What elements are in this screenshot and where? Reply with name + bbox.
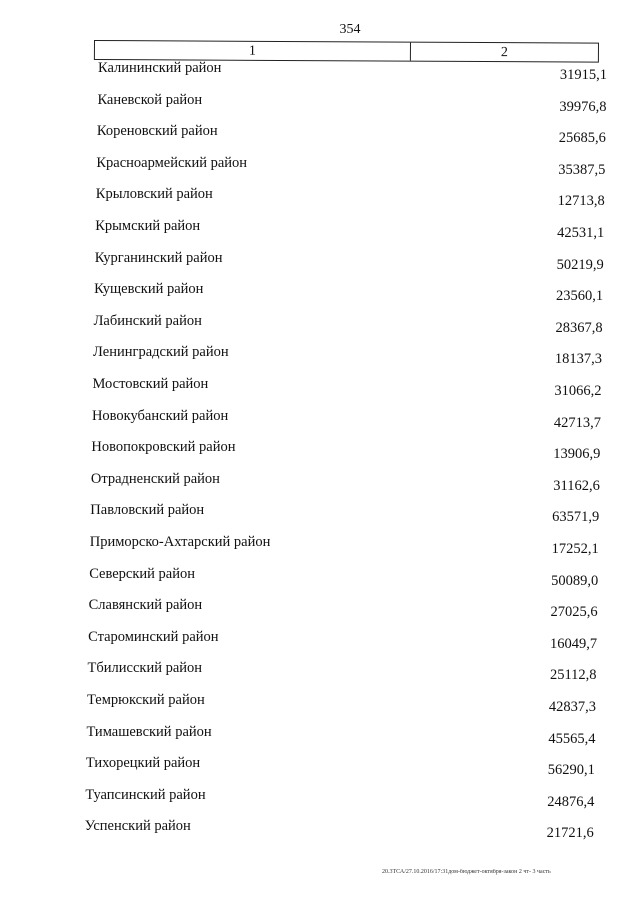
district-value: 39976,8 xyxy=(559,98,607,115)
district-value: 16049,7 xyxy=(549,635,598,652)
district-value: 31162,6 xyxy=(553,477,600,494)
district-name: Мостовский район xyxy=(92,376,209,392)
district-value: 25685,6 xyxy=(558,130,606,147)
district-value: 28367,8 xyxy=(555,319,603,336)
district-name: Староминский район xyxy=(88,628,219,645)
district-name: Отрадненский район xyxy=(90,470,220,487)
district-value: 42837,3 xyxy=(548,699,596,715)
table-row xyxy=(0,724,640,748)
table-row xyxy=(0,502,640,526)
district-value: 31915,1 xyxy=(559,67,607,83)
district-name: Успенский район xyxy=(84,818,191,835)
district-value: 12713,8 xyxy=(557,193,605,210)
district-name: Крыловский район xyxy=(95,186,213,203)
table-row xyxy=(0,471,640,495)
district-name: Лабинский район xyxy=(93,312,202,329)
table-row xyxy=(0,344,640,368)
district-name: Темрюкский район xyxy=(87,692,205,708)
district-name: Крымский район xyxy=(95,218,201,234)
district-name: Славянский район xyxy=(88,597,203,614)
district-value: 45565,4 xyxy=(548,730,596,747)
table-row xyxy=(0,660,640,684)
district-value: 42713,7 xyxy=(553,414,601,431)
district-name: Павловский район xyxy=(90,502,205,519)
table-row xyxy=(0,818,640,842)
district-name: Новопокровский район xyxy=(91,439,236,456)
district-value: 56290,1 xyxy=(547,762,595,779)
district-name: Тимашевский район xyxy=(86,723,212,740)
district-value: 21721,6 xyxy=(546,825,594,842)
district-name: Приморско-Ахтарский район xyxy=(89,534,271,550)
district-name: Ленинградский район xyxy=(93,344,229,361)
table-row xyxy=(0,692,640,716)
district-name: Кореновский район xyxy=(96,123,218,140)
district-name: Красноармейский район xyxy=(96,154,248,171)
district-name: Тбилисский район xyxy=(87,660,203,677)
district-name: Калининский район xyxy=(98,60,222,76)
district-name: Новокубанский район xyxy=(91,407,229,424)
table-row xyxy=(0,376,640,400)
district-value: 23560,1 xyxy=(556,288,604,305)
district-name: Курганинский район xyxy=(94,249,223,266)
district-value: 50219,9 xyxy=(556,256,604,273)
footer-note: 20.3ТСА/27.10.2016/17:31дом-бюджет-октября-закон 2 чт- 3 часть xyxy=(382,869,551,875)
district-value: 50089,0 xyxy=(551,572,599,589)
district-name: Кущевский район xyxy=(94,281,204,298)
table-row xyxy=(0,629,640,653)
district-value: 17252,1 xyxy=(551,541,599,557)
table-row xyxy=(0,597,640,621)
table-row xyxy=(0,281,640,305)
district-value: 42531,1 xyxy=(557,225,605,241)
column-header-1: 1 xyxy=(95,41,411,61)
table-row xyxy=(0,787,640,811)
table-row xyxy=(0,218,640,242)
district-value: 18137,3 xyxy=(554,351,603,368)
district-name: Северский район xyxy=(89,565,195,582)
district-value: 24876,4 xyxy=(547,793,595,810)
district-value: 27025,6 xyxy=(550,604,598,621)
table-row xyxy=(0,186,640,210)
table-row xyxy=(0,92,640,116)
table-row xyxy=(0,313,640,337)
district-name: Каневской район xyxy=(97,91,203,108)
district-value: 25112,8 xyxy=(549,667,597,684)
district-value: 35387,5 xyxy=(558,161,606,178)
district-value: 31066,2 xyxy=(554,383,602,399)
table-row xyxy=(0,566,640,590)
page-number: 354 xyxy=(339,22,361,37)
table-row xyxy=(0,408,640,432)
district-value: 13906,9 xyxy=(553,446,601,463)
column-header-2: 2 xyxy=(500,45,508,61)
table-row xyxy=(0,60,640,84)
table-row xyxy=(0,534,640,558)
district-name: Тихорецкий район xyxy=(85,755,201,772)
district-value: 63571,9 xyxy=(552,509,600,526)
table-row xyxy=(0,250,640,274)
table-row xyxy=(0,155,640,179)
table-row xyxy=(0,123,640,147)
district-name: Туапсинский район xyxy=(85,786,206,803)
table-row xyxy=(0,439,640,463)
table-row xyxy=(0,755,640,779)
